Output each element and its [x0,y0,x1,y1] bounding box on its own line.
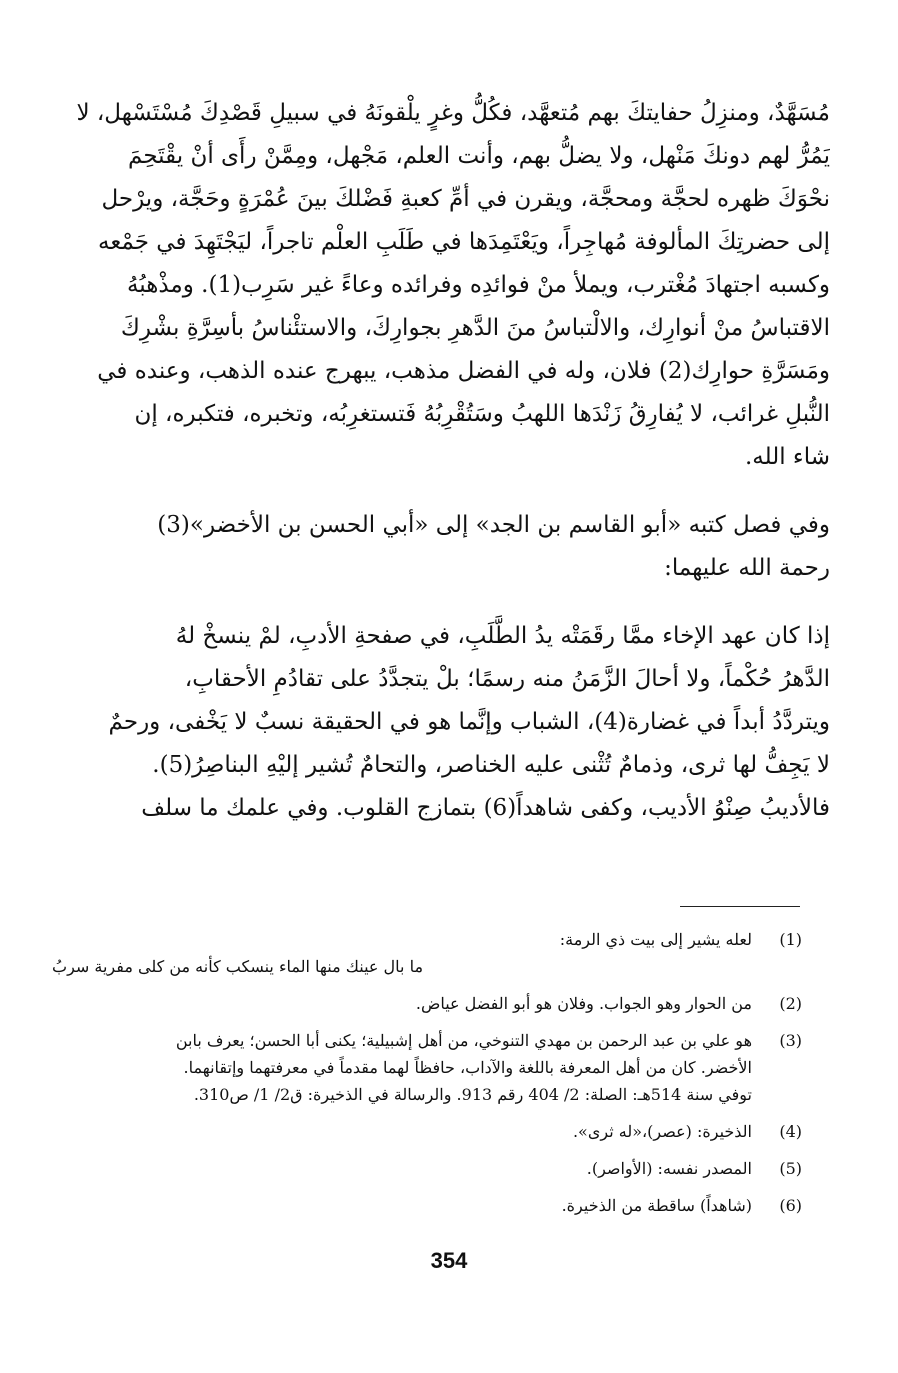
footnote-text: الأخضر. كان من أهل المعرفة باللغة والآداب، حافظاً لهما مقدماً في معرفتهما وإتقانهما. [183,1058,752,1077]
footnote-2 [52,990,802,1017]
page-number: 354 [430,1248,468,1273]
paragraph-2 [70,504,830,590]
footnote-5 [52,1155,802,1182]
footnote-text: لعله يشير إلى بيت ذي الرمة: [559,930,752,949]
text-line: نحْوَكَ ظهره لحجَّة ومحجَّة، ويقرن في أمِّ كعبةِ فَضْلكَ بينَ عُمْرَةٍ وحَجَّة، ويرْحل [101,186,830,212]
text-line: شاء الله. [744,444,830,470]
text-line: الدَّهرُ حُكْماً، ولا أحالَ الزَّمَنُ منه رسمًا؛ بلْ يتجدَّدُ على تقادُمِ الأحقابِ، [184,666,830,692]
main-text [70,92,830,830]
footnote-number: (2) [779,994,802,1013]
footnote-text: (شاهداً) ساقطة من الذخيرة. [561,1196,752,1215]
text-line: لا يَجِفُّ لها ثرى، وذمامٌ تُثْنى عليه الخناصر، والتحامٌ تُشير إليْهِ البناصِرُ(5). [152,752,830,778]
text-line: فالأديبُ صِنْوُ الأديب، وكفى شاهداً(6) بتمازج القلوب. وفي علمك ما سلف [141,795,830,821]
footnote-1 [52,926,802,980]
paragraph-1 [70,92,830,479]
footnote-text: المصدر نفسه: (الأواصر). [586,1159,752,1178]
footnote-text: من الحوار وهو الجواب. وفلان هو أبو الفضل عياض. [415,994,752,1013]
text-line: إذا كان عهد الإخاء ممَّا رقَمَتْه يدُ الطَّلَبِ، في صفحةِ الأدبِ، لمْ ينسخْ لهُ [175,623,830,649]
footnote-number: (1) [779,930,802,949]
footnote-text: الذخيرة: (عصر)،«له ثرى». [572,1122,752,1141]
text-line: رحمة الله عليهما: [664,555,830,581]
footnotes [52,926,802,1229]
paragraph-3 [70,615,830,830]
footnote-4 [52,1118,802,1145]
text-line: الاقتباسُ منْ أنوارِك، والالْتباسُ منَ الدَّهرِ بجوارِكَ، والاستئْناسُ بأسِرَّةِ بشْرِكَ [120,315,830,341]
footnote-number: (4) [779,1122,802,1141]
text-line: إلى حضرتِكَ المألوفة مُهاجِراً، ويَعْتَمِدَها في طَلَبِ العلْم تاجراً، ليَجْتَهِدَ في جَمْعه [98,229,830,255]
footnote-number: (6) [779,1196,802,1215]
footnote-verse: ما بال عينك منها الماء ينسكب كأنه من كلى مفرية سربُ [52,957,424,976]
text-line: ومَسَرَّةِ حوارِك(2) فلان، وله في الفضل مذهب، يبهرج عنده الذهب، وعنده في [97,358,830,384]
footnote-6 [52,1192,802,1219]
footnote-text: هو علي بن عبد الرحمن بن مهدي التنوخي، من أهل إشبيلية؛ يكنى أبا الحسن؛ يعرف بابن [175,1031,752,1050]
text-line: وكسبه اجتهادَ مُغْترب، ويملأ منْ فوائدِه وفرائده وعاءً غير سَرِب(1). ومذْهبُهُ [126,272,830,298]
text-line: وفي فصل كتبه «أبو القاسم بن الجد» إلى «أبي الحسن بن الأخضر»(3) [157,512,830,538]
text-line: مُسَهَّدٌ، ومنزِلُ حفايتكَ بهم مُتعهَّد، فكُلُّ وغرٍ يلْقونَهُ في سبيلِ قَصْدِكَ مُسْتَسْهل، لا [76,100,830,126]
footnote-number: (5) [779,1159,802,1178]
footnote-text: توفي سنة 514هـ: الصلة: 2/ 404 رقم 913. والرسالة في الذخيرة: ق2/ 1/ ص310. [193,1085,752,1104]
text-line: ويتردَّدُ أبداً في غضارة(4)، الشباب وإنَّما هو في الحقيقة نسبٌ لا يَخْفى، ورحمٌ [108,709,830,735]
footnote-separator [680,906,800,907]
footnote-3 [52,1027,802,1108]
text-line: النُّبلِ غرائب، لا يُفارِقُ زَنْدَها اللهبُ وسَتُقْرِبُهُ فَتستغرِبُه، وتخبره، فتكبره، إن [134,401,830,427]
footnote-number: (3) [779,1031,802,1050]
text-line: يَمُرُّ لهم دونكَ مَنْهل، ولا يضلُّ بهم، وأنت العلم، مَجْهل، ومِمَّنْ رأَى أنْ يقْتَحِمَ [128,143,830,169]
